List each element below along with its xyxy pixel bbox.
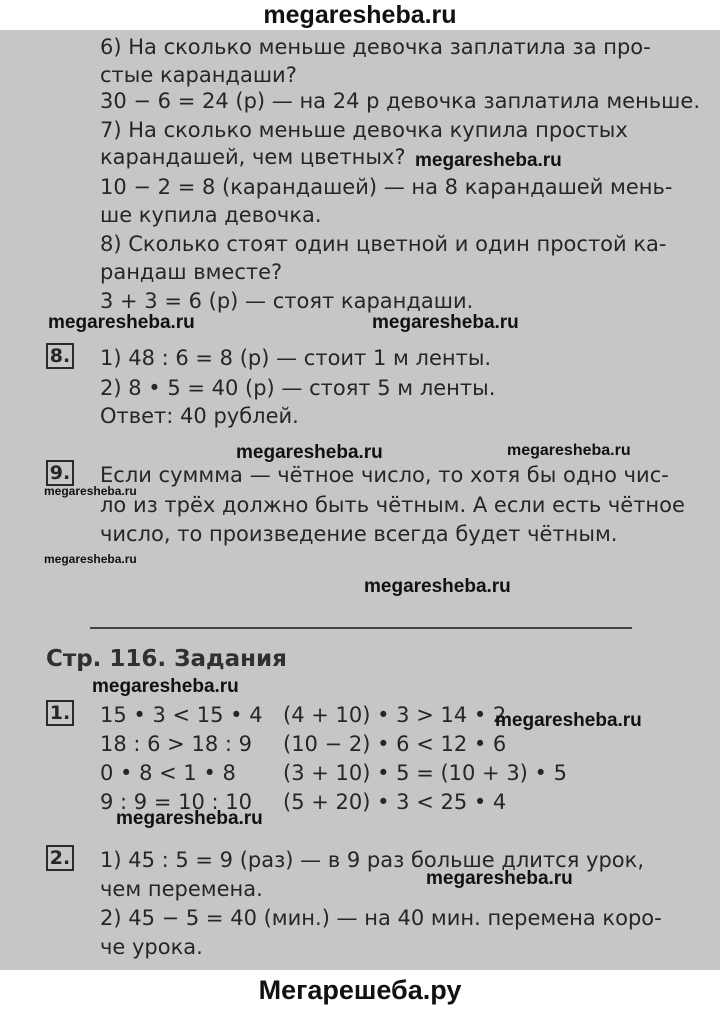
site-header-text[interactable]: megaresheba.ru <box>263 1 457 29</box>
watermark: megaresheba.ru <box>364 576 511 597</box>
inequality-right: (10 − 2) • 6 < 12 • 6 <box>283 732 507 756</box>
watermark: megaresheba.ru <box>426 868 573 889</box>
watermark: megaresheba.ru <box>44 552 137 566</box>
text-line: 30 − 6 = 24 (р) — на 24 р девочка заплатила меньше. <box>100 89 700 113</box>
inequality-left: 18 : 6 > 18 : 9 <box>100 732 252 756</box>
task-number-badge: 2. <box>46 845 74 871</box>
task9-line: Если суммма — чётное число, то хотя бы одно чис- <box>100 463 669 487</box>
text-line: 10 − 2 = 8 (карандашей) — на 8 карандашей мень- <box>100 175 673 199</box>
watermark: megaresheba.ru <box>44 484 137 498</box>
task2-line: 1) 45 : 5 = 9 (раз) — в 9 раз больше длится урок, <box>100 848 645 872</box>
text-line: 3 + 3 = 6 (р) — стоят карандаши. <box>100 289 474 313</box>
site-footer <box>0 970 720 1010</box>
task-number-badge: 8. <box>46 343 74 369</box>
section-divider <box>90 627 632 629</box>
text-line: стые карандаши? <box>100 63 297 87</box>
task-number-badge: 1. <box>46 700 74 726</box>
task9-line: число, то произведение всегда будет чётным. <box>100 522 618 546</box>
task2-line: чем перемена. <box>100 877 263 901</box>
watermark: megaresheba.ru <box>372 312 519 333</box>
watermark: megaresheba.ru <box>507 442 631 459</box>
watermark: megaresheba.ru <box>116 808 263 829</box>
text-line: рандаш вместе? <box>100 260 283 284</box>
site-footer-text[interactable]: Мегарешеба.ру <box>258 975 462 1005</box>
watermark: megaresheba.ru <box>48 312 195 333</box>
task2-line: че урока. <box>100 935 203 959</box>
section-title: Стр. 116. Задания <box>46 646 287 672</box>
watermark: megaresheba.ru <box>495 710 642 731</box>
text-line: 8) Сколько стоят один цветной и один простой ка- <box>100 232 667 256</box>
text-line: 6) На сколько меньше девочка заплатила за про- <box>100 35 651 59</box>
inequality-left: 15 • 3 < 15 • 4 <box>100 703 263 727</box>
watermark: megaresheba.ru <box>92 676 239 697</box>
inequality-left: 9 : 9 = 10 : 10 <box>100 790 252 814</box>
inequality-left: 0 • 8 < 1 • 8 <box>100 761 236 785</box>
inequality-right: (3 + 10) • 5 = (10 + 3) • 5 <box>283 761 567 785</box>
task8-line: Ответ: 40 рублей. <box>100 404 299 428</box>
site-header <box>0 0 720 30</box>
task8-line: 2) 8 • 5 = 40 (р) — стоят 5 м ленты. <box>100 376 496 400</box>
text-line: ше купила девочка. <box>100 203 322 227</box>
task2-line: 2) 45 − 5 = 40 (мин.) — на 40 мин. перемена коро- <box>100 906 662 930</box>
text-line: карандашей, чем цветных? <box>100 145 406 169</box>
task8-line: 1) 48 : 6 = 8 (р) — стоит 1 м ленты. <box>100 346 492 370</box>
task-number-badge: 9. <box>46 460 74 486</box>
inequality-right: (4 + 10) • 3 > 14 • 2 <box>283 703 507 727</box>
text-line: 7) На сколько меньше девочка купила простых <box>100 118 628 142</box>
inequality-right: (5 + 20) • 3 < 25 • 4 <box>283 790 507 814</box>
task9-line: ло из трёх должно быть чётным. А если есть чётное <box>100 493 685 517</box>
watermark: megaresheba.ru <box>236 442 383 463</box>
textbook-page <box>0 30 720 970</box>
watermark: megaresheba.ru <box>415 150 562 171</box>
